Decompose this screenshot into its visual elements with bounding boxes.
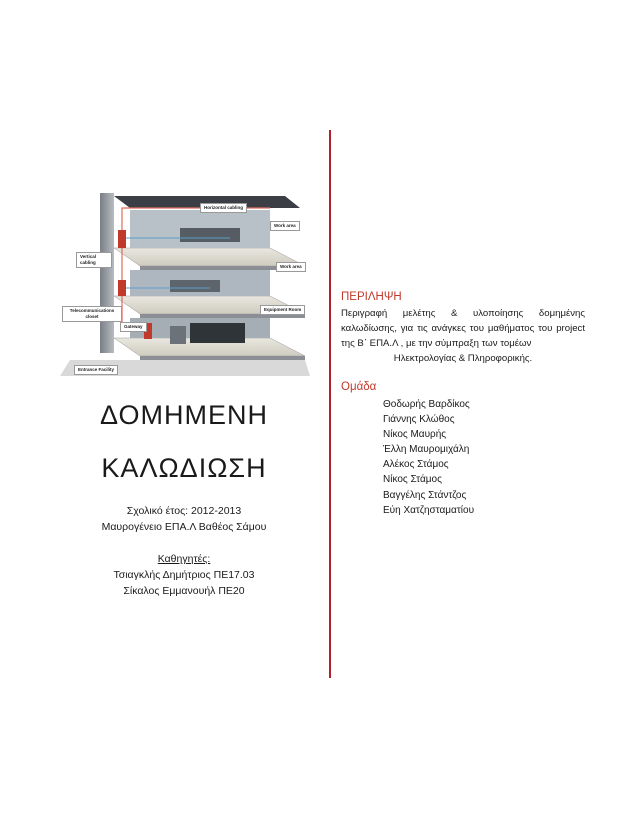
teacher-name: Σίκαλος Εμμανουήλ ΠΕ20 (123, 585, 245, 597)
team-member: Νίκος Στάμος (383, 474, 442, 486)
team-member: Έλλη Μαυρομιχάλη (383, 444, 470, 456)
vertical-divider (329, 130, 331, 678)
callout-equipment-room: Equipment Room (260, 305, 305, 315)
callout-entrance-facility: Entrance Facility (74, 365, 118, 375)
building-drawing (60, 188, 310, 378)
title-line-2: ΚΑΛΩΔΙΩΣΗ (101, 453, 267, 483)
callout-horizontal-cabling: Horizontal cabling (200, 203, 247, 213)
teacher-name: Τσιαγκλής Δημήτριος ΠΕ17.03 (113, 569, 255, 581)
summary-text (341, 306, 585, 366)
team-member: Βαγγέλης Στάντζος (383, 489, 467, 501)
summary-body: Περιγραφή μελέτης & υλοποίησης δομημένης καλωδίωσης, για τις ανάγκες του μαθήματος του project της Β΄ ΕΠΑ.Λ , με την σύμπραξη των τομέων (341, 308, 585, 349)
callout-work-area-middle: Work area (276, 262, 306, 272)
callout-gateway: Gateway (120, 322, 147, 332)
building-illustration (60, 188, 310, 378)
callout-telecom-closet: Telecommunications closet (62, 306, 122, 322)
team-member: Γιάννης Κλώθος (383, 414, 455, 426)
team-member: Θοδωρής Βαρδίκος (383, 399, 470, 410)
summary-heading: ΠΕΡΙΛΗΨΗ (341, 291, 402, 303)
team-heading: Ομάδα (341, 381, 377, 393)
school-year: Σχολικό έτος: 2012-2013 (126, 505, 242, 517)
callout-work-area-top: Work area (270, 221, 300, 231)
summary-last-line: Ηλεκτρολογίας & Πληροφορικής. (393, 353, 533, 364)
teachers-heading: Καθηγητές: (157, 553, 211, 565)
callout-vertical-cabling: Vertical cabling (76, 252, 112, 268)
team-member: Αλέκος Στάμος (383, 459, 449, 471)
team-member: Εύη Χατζησταματίου (383, 504, 475, 516)
teachers-block (60, 551, 308, 599)
title-line-1: ΔΟΜΗΜΕΝΗ (100, 400, 268, 430)
school-info (60, 503, 308, 535)
team-list (383, 397, 474, 518)
team-member: Νίκος Μαυρής (383, 429, 447, 441)
school-name: Μαυρογένειο ΕΠΑ.Λ Βαθέος Σάμου (101, 521, 267, 533)
